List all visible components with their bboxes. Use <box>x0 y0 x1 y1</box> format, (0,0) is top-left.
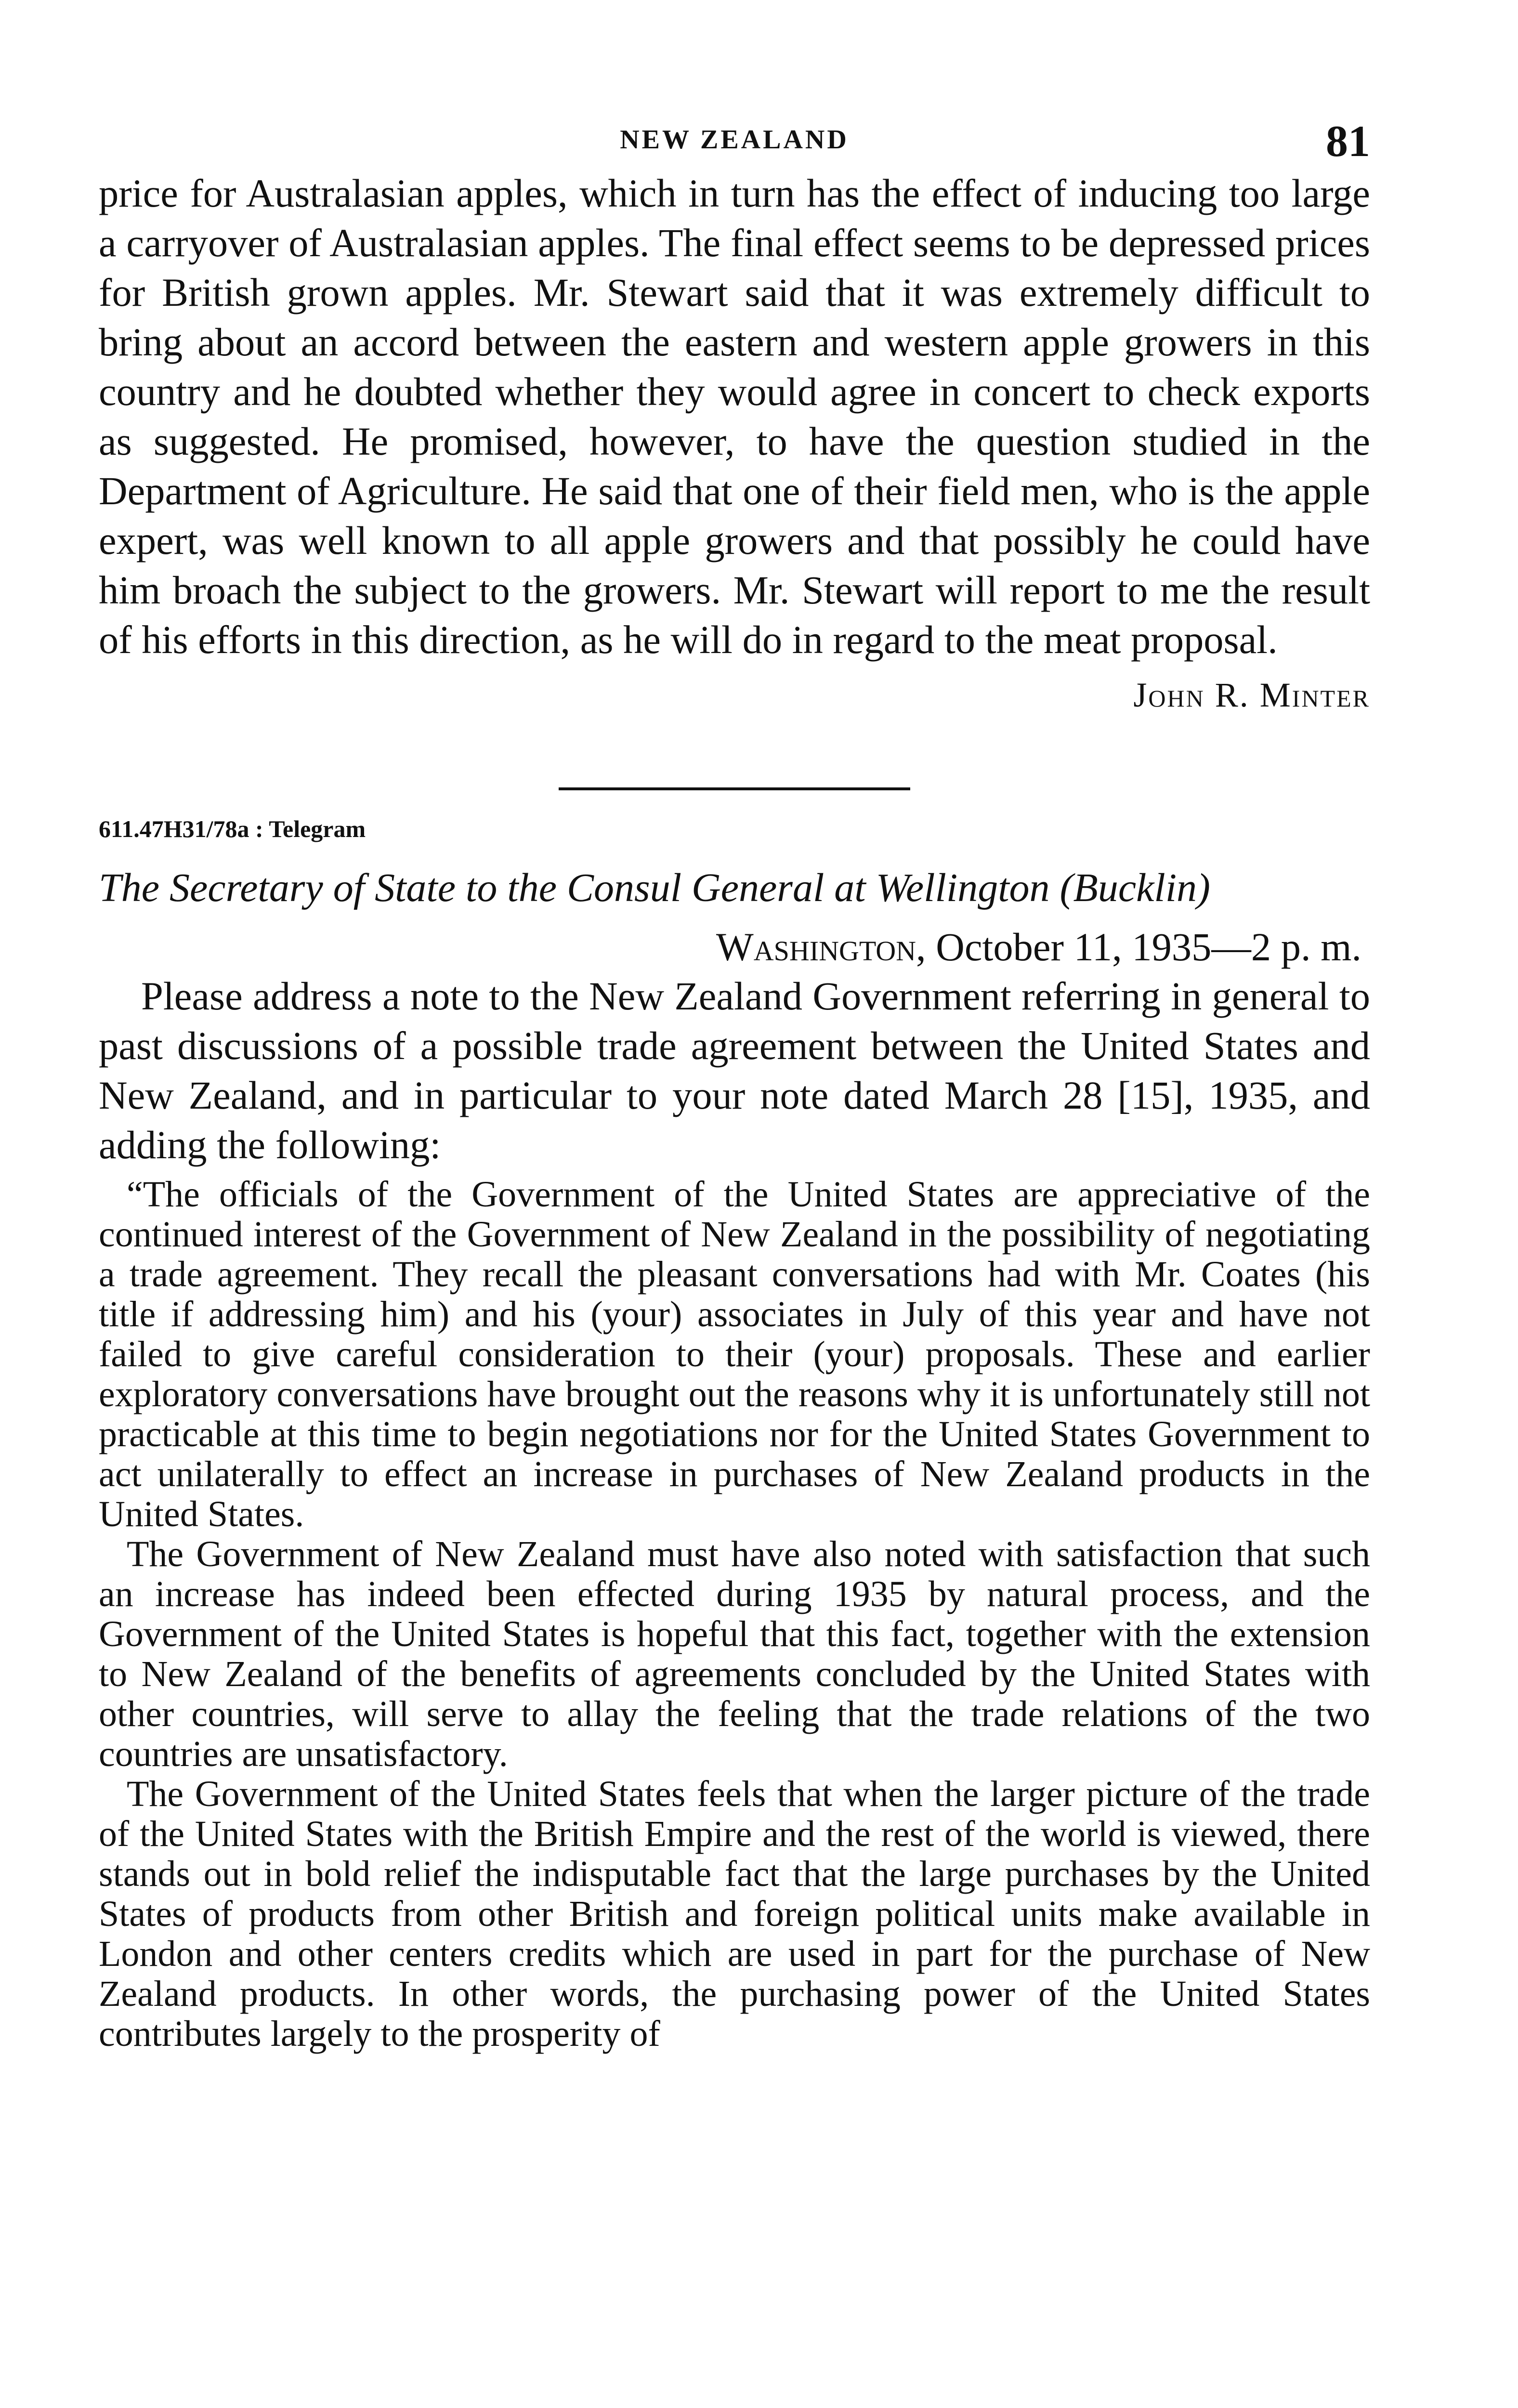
dateline-place: Washington, <box>716 925 926 969</box>
page-number: 81 <box>1326 117 1370 166</box>
document-page <box>99 116 1370 2054</box>
running-title: NEW ZEALAND <box>620 125 849 155</box>
signature: John R. Minter <box>1133 676 1370 714</box>
section-divider <box>559 787 910 790</box>
file-reference: 611.47H31/78a : Telegram <box>99 815 366 842</box>
quote-paragraph: The Government of New Zealand must have also noted with satisfaction that such an increase has indeed been effected during 1935 by natural process, and the Government of the United States is hopeful that this fact, together with the extension to New Zealand of the benefits of agreements concluded by the United States with other countries, will serve to allay the feeling that the trade relations of the two countries are unsatisfactory. <box>99 1534 1370 1774</box>
dateline-date: October 11, 1935—2 p. m. <box>936 925 1361 969</box>
document-heading: The Secretary of State to the Consul General at Wellington (Bucklin) <box>99 865 1211 910</box>
quote-paragraph: The Government of the United States feels that when the larger picture of the trade of the United States with the British Empire and the rest of the world is viewed, there stands out in bold relief the indisputable fact that the large purchases by the United States of products from other British and foreign political units make available in London and other centers credits which are used in part for the purchase of New Zealand products. In other words, the purchasing power of the United States contributes largely to the prosperity of <box>99 1774 1370 2054</box>
intro-paragraph: Please address a note to the New Zealand Government referring in general to past discussions of a possible trade agreement between the United States and New Zealand, and in particular to your note dated March 28 [15], 1935, and adding the following: <box>99 974 1370 1167</box>
continuation-paragraph: price for Australasian apples, which in turn has the effect of inducing too large a carryover of Australasian apples. The final effect seems to be depressed prices for British grown apples. Mr. Stewart said that it was extremely difficult to bring about an accord between the eastern and western apple growers in this country and he doubted whether they would agree in concert to check exports as suggested. He promised, however, to have the question studied in the Department of Agriculture. He said that one of their field men, who is the apple expert, was well known to all apple growers and that possibly he could have him broach the subject to the growers. Mr. Stewart will report to me the result of his efforts in this direction, as he will do in regard to the meat proposal. <box>99 171 1370 662</box>
running-head <box>99 116 1370 169</box>
dateline <box>99 922 1370 971</box>
quote-paragraph: “The officials of the Government of the United States are appreciative of the continued interest of the Government of New Zealand in the possibility of negotiating a trade agreement. They recall the pleasant conversations had with Mr. Coates (his title if addressing him) and his (your) associates in July of this year and have not failed to give careful consideration to their (your) proposals. These and earlier exploratory conversations have brought out the reasons why it is unfortunately still not practicable at this time to begin negotiations nor for the United States Government to act unilaterally to effect an increase in purchases of New Zealand products in the United States. <box>99 1174 1370 1534</box>
quoted-note <box>99 1175 1370 2054</box>
